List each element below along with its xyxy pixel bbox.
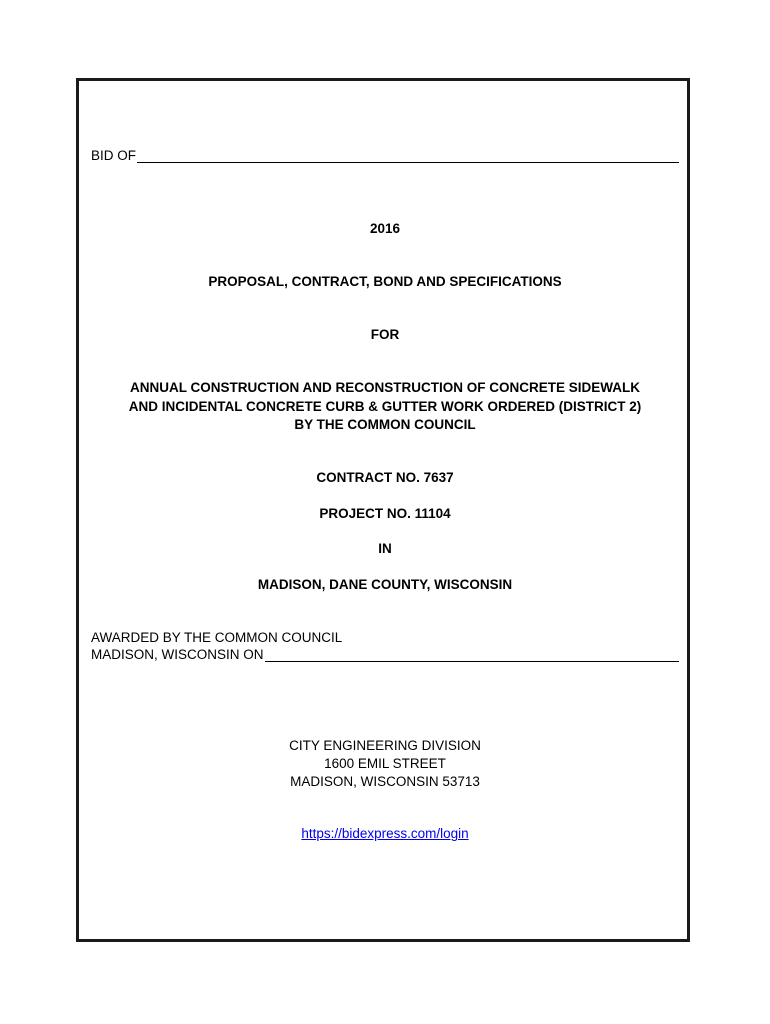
bid-of-row [91, 148, 679, 163]
contract-number: CONTRACT NO. 7637 [316, 470, 454, 485]
bidexpress-link-row [0, 826, 770, 841]
awarded-row [91, 647, 679, 662]
document-heading: PROPOSAL, CONTRACT, BOND AND SPECIFICATIONS [208, 274, 562, 289]
address-city: MADISON, WISCONSIN 53713 [290, 774, 480, 789]
bidexpress-link[interactable]: https://bidexpress.com/login [301, 826, 469, 841]
in-label: IN [378, 541, 392, 556]
bid-of-label: BID OF [91, 148, 137, 163]
project-title-line-2: AND INCIDENTAL CONCRETE CURB & GUTTER WORK ORDERED (DISTRICT 2) [128, 398, 642, 414]
address-block [0, 737, 770, 791]
address-division: CITY ENGINEERING DIVISION [289, 738, 481, 753]
year: 2016 [369, 221, 401, 236]
awarded-line-2: MADISON, WISCONSIN ON [91, 647, 264, 662]
bid-of-blank-line [137, 149, 679, 163]
project-title-line-1: ANNUAL CONSTRUCTION AND RECONSTRUCTION OF CONCRETE SIDEWALK [130, 380, 640, 395]
project-number: PROJECT NO. 11104 [319, 506, 451, 521]
award-date-blank-line [265, 648, 679, 662]
project-title-line-3: BY THE COMMON COUNCIL [294, 417, 476, 432]
address-street: 1600 EMIL STREET [324, 756, 446, 771]
project-title [0, 379, 770, 435]
for-label: FOR [370, 327, 400, 342]
awarded-line-1: AWARDED BY THE COMMON COUNCIL [91, 630, 343, 645]
location: MADISON, DANE COUNTY, WISCONSIN [257, 577, 513, 592]
